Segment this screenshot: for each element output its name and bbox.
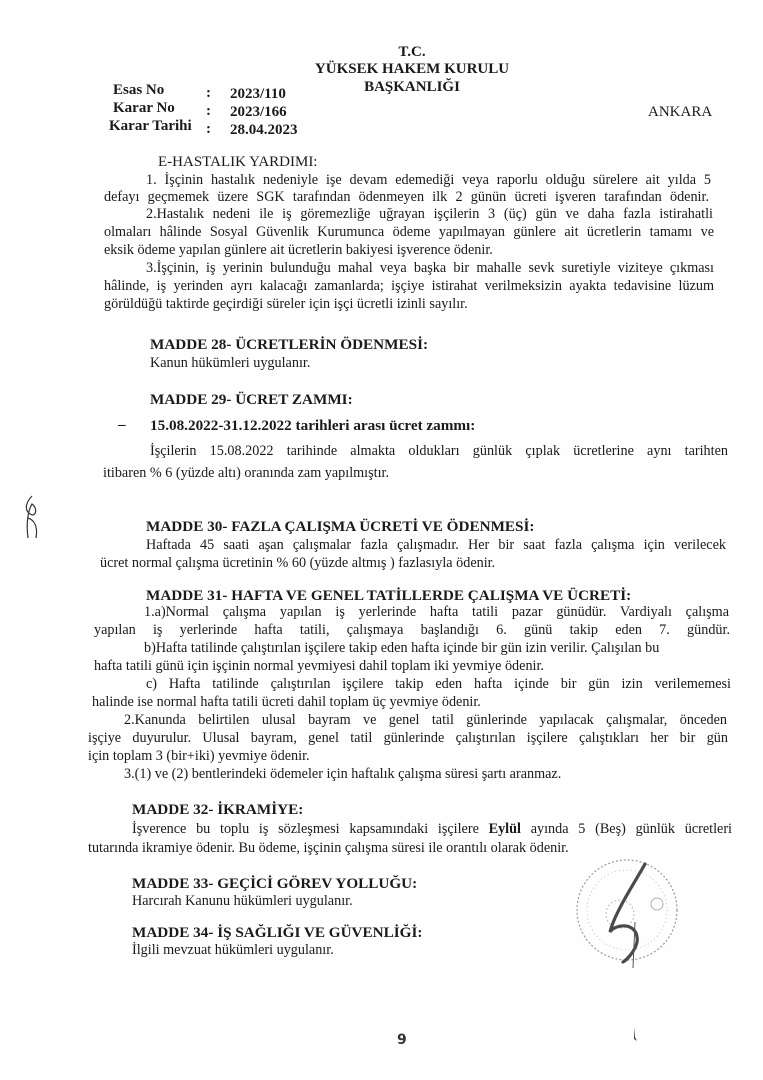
header-institution: YÜKSEK HAKEM KURULU	[314, 61, 510, 77]
madde-31-line: hafta tatili günü için işçinin normal yevmiyesi dahil toplam iki yevmiye ödenir.	[94, 658, 544, 674]
madde-30-line: ücret normal çalışma ücretinin % 60 (yüzde altmış ) fazlasıyla ödenir.	[100, 555, 496, 571]
madde-29-subtitle: 15.08.2022-31.12.2022 tarihleri arası ücret zammı:	[150, 417, 476, 434]
bullet-dash: –	[118, 416, 126, 433]
meta-sep: :	[206, 85, 211, 101]
section-e-line: görüldüğü taktirde geçirdiği süreler için işçi ücretli izinli sayılır.	[104, 296, 468, 312]
madde-32-title: MADDE 32- İKRAMİYE:	[132, 801, 304, 818]
madde-28-title: MADDE 28- ÜCRETLERİN ÖDENMESİ:	[150, 336, 429, 353]
madde-32-line: tutarında ikramiye ödenir. Bu ödeme, işçinin çalışma süresi ile orantılı olarak ödenir.	[88, 840, 569, 856]
section-e-line: eksik ödeme yapılan günlere ait ücretlerin bakiyesi işverence ödenir.	[104, 242, 493, 258]
meta-value-esas: 2023/110	[230, 86, 286, 102]
handwritten-initial-icon	[18, 494, 48, 544]
city-label: ANKARA	[648, 104, 713, 120]
madde-31-line: halinde ise normal hafta tatili ücreti dahil toplam üç yevmiye ödenir.	[92, 694, 481, 710]
madde-31-line: b)Hafta tatilinde çalıştırılan işçilere takip eden hafta içinde bir gün izin verilir. Çalışılan bu	[144, 640, 660, 656]
madde-31-title: MADDE 31- HAFTA VE GENEL TATİLLERDE ÇALIŞMA VE ÜCRETİ:	[146, 587, 632, 604]
madde-30-line: Haftada 45 saati aşan çalışmalar fazla çalışmadır. Her bir saat fazla çalışma için verilecek	[146, 537, 726, 553]
madde-31-line: c) Hafta tatilinde çalıştırılan işçilere takip eden hafta içinde bir gün izin verilememesi	[146, 676, 731, 692]
madde-30-title: MADDE 30- FAZLA ÇALIŞMA ÜCRETİ VE ÖDENMESİ:	[146, 518, 535, 535]
meta-value-karar-tarihi: 28.04.2023	[230, 122, 298, 138]
madde-31-line: 1.a)Normal çalışma yapılan iş yerlerinde hafta tatili pazar günüdür. Vardiyalı çalışma	[144, 604, 729, 620]
meta-label-esas: Esas No	[113, 82, 165, 98]
madde-29-line: İşçilerin 15.08.2022 tarihinde almakta oldukları günlük çıplak ücretlerine aynı tarihten	[150, 443, 728, 459]
madde-31-line: işçiye duyurulur. Ulusal bayram, genel tatil günlerinde çalıştırılan işçilere çalıştıkları her bir gün	[88, 730, 728, 746]
madde-31-line: 3.(1) ve (2) bentlerindeki ödemeler için haftalık çalışma süresi şartı aranmaz.	[124, 766, 562, 782]
madde-34-text: İlgili mevzuat hükümleri uygulanır.	[132, 942, 334, 958]
meta-sep: :	[206, 121, 211, 137]
madde-31-line: yapılan iş yerlerinde hafta tatili, çalışmaya başlandığı 6. günü takip eden 7. gündür.	[94, 622, 730, 638]
madde-33-text: Harcırah Kanunu hükümleri uygulanır.	[132, 893, 353, 909]
header-presidency: BAŞKANLIĞI	[364, 79, 460, 95]
section-e-line: olmaları hâlinde Sosyal Güvenlik Kurumunca ödeme yapılmayan günlere ait ücretlerin tamamı ve	[104, 224, 714, 240]
madde-29-title: MADDE 29- ÜCRET ZAMMI:	[150, 391, 353, 408]
madde-31-line: için toplam 3 (bir+iki) yevmiye ödenir.	[88, 748, 310, 764]
section-e-line: 2.Hastalık nedeni ile iş göremezliğe uğrayan işçilerin 3 (üç) gün ve daha fazla istirahatli	[146, 206, 713, 222]
section-e-title: E-HASTALIK YARDIMI:	[158, 154, 318, 170]
month-emphasis: Eylül	[488, 821, 521, 837]
meta-sep: :	[206, 103, 211, 119]
meta-value-karar: 2023/166	[230, 104, 287, 120]
madde-31-line: 2.Kanunda belirtilen ulusal bayram ve genel tatil günlerinde yapılacak çalışmalar, önceden	[124, 712, 727, 728]
meta-label-karar-tarihi: Karar Tarihi	[109, 118, 192, 134]
handwritten-mark-icon	[630, 1025, 640, 1045]
meta-label-karar: Karar No	[113, 100, 175, 116]
madde-28-text: Kanun hükümleri uygulanır.	[150, 355, 311, 371]
madde-33-title: MADDE 33- GEÇİCİ GÖREV YOLLUĞU:	[132, 875, 418, 892]
page-number: 9	[397, 1032, 407, 1048]
header-tc: T.C.	[398, 44, 426, 60]
section-e-line: hâlinde, iş yerinden ayrı kalacağı zamanlarda; işçiye istirahat verilmeksizin ayakta tedavisine lüzum	[104, 278, 714, 294]
section-e-line: 3.İşçinin, iş yerinin bulunduğu mahal veya başka bir mahalle sevk suretiyle viziteye çıkması	[146, 260, 714, 276]
official-stamp-icon	[565, 852, 685, 972]
madde-29-line: itibaren % 6 (yüzde altı) oranında zam yapılmıştır.	[103, 465, 390, 481]
section-e-line: defayı geçmemek üzere SGK tarafından ödenmeyen ilk 2 günün ücreti işveren tarafından ödenir.	[104, 189, 709, 205]
madde-34-title: MADDE 34- İŞ SAĞLIĞI VE GÜVENLİĞİ:	[132, 924, 423, 941]
madde-32-line: İşverence bu toplu iş sözleşmesi kapsamındaki işçilere Eylül ayında 5 (Beş) günlük ücretleri	[132, 821, 732, 837]
section-e-line: 1. İşçinin hastalık nedeniyle işe devam edemediği veya raporlu olduğu sürelere ait yılda 5	[146, 172, 711, 188]
